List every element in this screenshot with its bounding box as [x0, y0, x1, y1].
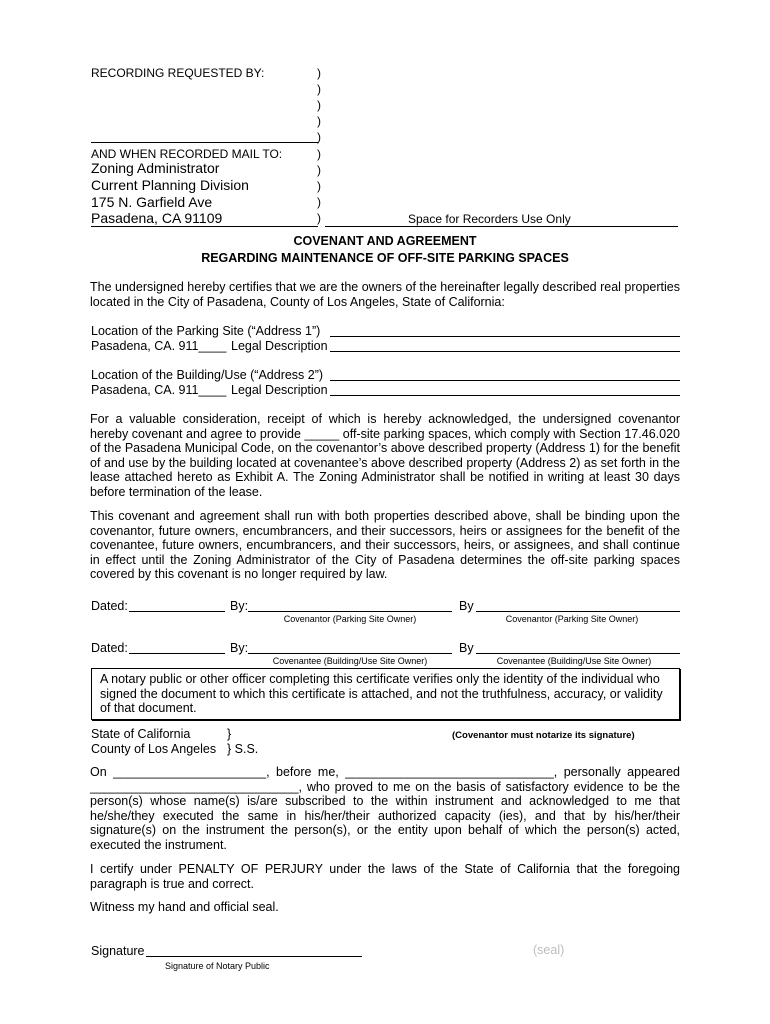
venue-brace: } [227, 727, 232, 741]
covenantee-caption: Covenantee (Building/Use Site Owner) [272, 656, 428, 666]
covenantor-signature-field-1[interactable] [248, 611, 452, 612]
covenantee-caption: Covenantee (Building/Use Site Owner) [496, 656, 652, 666]
legal-description-label: Legal Description [231, 383, 328, 397]
notary-signature-field[interactable] [146, 956, 362, 957]
covenantee-signature-field-2[interactable] [476, 653, 680, 654]
ss-label: } S.S. [227, 742, 259, 756]
paren: ) [317, 211, 321, 225]
paren: ) [317, 98, 321, 112]
witness-text: Witness my hand and official seal. [90, 900, 279, 914]
covenantee-signature-field-1[interactable] [248, 653, 452, 654]
paren: ) [317, 195, 321, 209]
mail-to-line-2: Current Planning Division [91, 177, 249, 193]
notary-signature-caption: Signature of Notary Public [165, 961, 270, 971]
state-label: State of California [91, 727, 191, 741]
by-label: By [459, 641, 474, 655]
signature-label: Signature [91, 944, 145, 958]
when-recorded-label: AND WHEN RECORDED MAIL TO: [91, 147, 283, 161]
paren: ) [317, 163, 321, 177]
pasadena-zip-label: Pasadena, CA. 911____ [91, 383, 227, 397]
parking-site-address-field[interactable] [330, 336, 680, 337]
recording-requested-line[interactable] [91, 142, 318, 143]
by-label: By: [230, 599, 249, 613]
paren: ) [317, 130, 321, 144]
legal-description-label: Legal Description [231, 339, 328, 353]
seal-placeholder: (seal) [533, 943, 565, 957]
parking-site-label: Location of the Parking Site (“Address 1”) [91, 324, 321, 338]
mail-to-line-3: 175 N. Garfield Ave [91, 194, 213, 210]
intro-paragraph: The undersigned hereby certifies that we are the owners of the hereinafter legally described real properties located in the City of Pasadena, County of Los Angeles, State of California: [90, 280, 680, 309]
mail-to-line-1: Zoning Administrator [91, 160, 220, 176]
by-label: By: [230, 641, 249, 655]
county-label: County of Los Angeles [91, 742, 217, 756]
covenantor-caption: Covenantor (Parking Site Owner) [505, 614, 639, 624]
mail-to-line-4: Pasadena, CA 91109 [91, 210, 223, 226]
pasadena-zip-label: Pasadena, CA. 911____ [91, 339, 227, 353]
building-use-label: Location of the Building/Use (“Address 2”) [91, 368, 324, 382]
notary-notice-text: A notary public or other officer completing this certificate verifies only the identity of the individual who signed the document to which this certificate is attached, and not the truthfulness, accuracy, or validity of that document. [100, 672, 663, 716]
by-label: By [459, 599, 474, 613]
parking-site-legal-description-field[interactable] [330, 351, 680, 352]
building-use-legal-description-field[interactable] [330, 395, 680, 396]
covenantor-caption: Covenantor (Parking Site Owner) [283, 614, 417, 624]
building-use-address-field[interactable] [330, 380, 680, 381]
covenantor-notarize-note: (Covenantor must notarize its signature) [452, 730, 635, 741]
covenantee-date-field[interactable] [129, 653, 225, 654]
recorders-space-line [325, 226, 678, 227]
perjury-paragraph: I certify under PENALTY OF PERJURY under the laws of the State of California that the foregoing paragraph is true and correct. [90, 862, 680, 891]
paren: ) [317, 147, 321, 161]
document-subtitle: REGARDING MAINTENANCE OF OFF-SITE PARKING SPACES [201, 251, 569, 265]
recorders-space-label: Space for Recorders Use Only [408, 212, 571, 226]
document-title: COVENANT AND AGREEMENT [293, 234, 477, 248]
acknowledgment-paragraph: On ______________________, before me, ______________________________, personally appeared ______________________________, who proved to me on the basis of satisfactory evidence to be the person(s) whose name(s) is/are subscribed to the within instrument and acknowledged to me that he/she/they executed the same in his/her/their authorized capacity (ies), and that by his/her/their signature(s) on the instrument the person(s), or the entity upon behalf of which the person(s) acted, executed the instrument. [90, 765, 680, 852]
paren: ) [317, 114, 321, 128]
notary-notice-box [91, 668, 680, 720]
covenantor-signature-field-2[interactable] [476, 611, 680, 612]
dated-label: Dated: [91, 599, 128, 613]
recording-requested-label: RECORDING REQUESTED BY: [91, 66, 265, 80]
paren: ) [317, 66, 321, 80]
mail-to-underline [91, 226, 318, 227]
binding-paragraph: This covenant and agreement shall run with both properties described above, shall be binding upon the covenantor, future owners, encumbrancers, and their successors, heirs or assignees for the benefit of the covenantee, future owners, encumbrancers, and their successors, heirs, or assignees, and shall continue in effect until the Zoning Administrator of the City of Pasadena determines the off-site parking spaces covered by this covenant is no longer required by law. [90, 509, 680, 582]
covenantor-date-field[interactable] [129, 611, 225, 612]
consideration-paragraph: For a valuable consideration, receipt of which is hereby acknowledged, the undersigned covenantor hereby covenant and agree to provide _____ off-site parking spaces, which comply with Section 17.46.020 of the Pasadena Municipal Code, on the covenantor’s above described property (Address 1) for the benefit of and use by the building located at covenantee’s above described property (Address 2) as set forth in the lease attached hereto as Exhibit A. The Zoning Administrator shall be notified in writing at least 30 days before termination of the lease. [90, 412, 680, 499]
paren: ) [317, 82, 321, 96]
dated-label: Dated: [91, 641, 128, 655]
paren: ) [317, 179, 321, 193]
